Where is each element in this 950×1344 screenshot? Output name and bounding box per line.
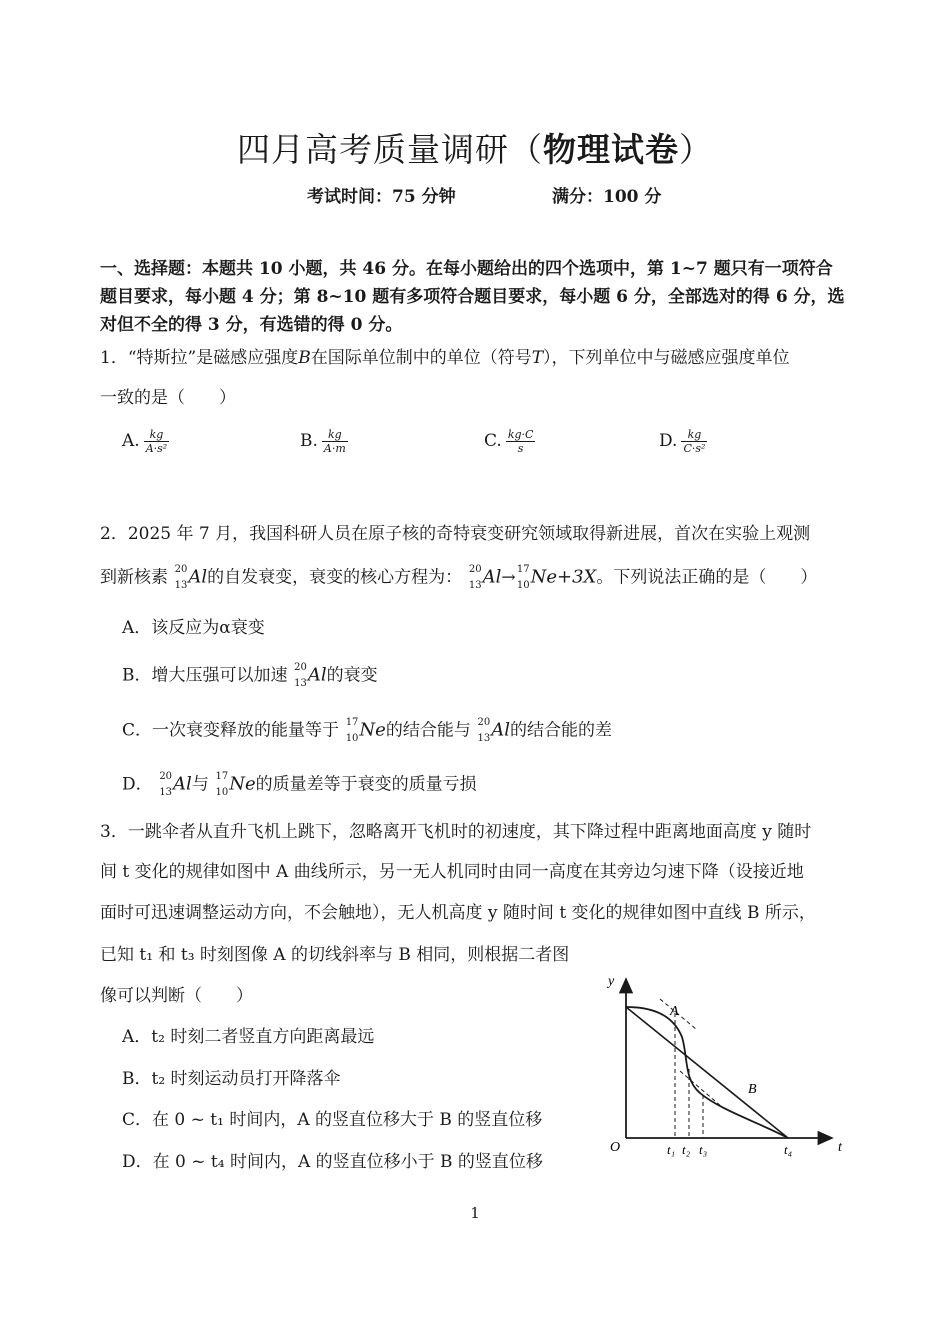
section1-line2: 题目要求，每小题 4 分；第 8~10 题有多项符合题目要求，每小题 6 分，全部选对的得 6 分，选 [100,287,845,307]
line-b-label: B [748,1082,757,1097]
q2-line1: 2．2025 年 7 月，我国科研人员在原子核的奇特衰变研究领域取得新进展，首次在实验上观测 [100,524,811,544]
exam-time: 考试时间：75 分钟 [307,187,456,207]
line-b [626,1007,788,1138]
q1-option-d: D. $\frac{kg}{\text{C·s²}}$ [659,428,706,455]
q3-option-b: B．t₂ 时刻运动员打开降落伞 [122,1069,341,1089]
t-axis-label: t [838,1140,842,1155]
exam-title: 四月高考质量调研（物理试卷） [237,130,713,169]
tangent-t3 [680,1071,722,1107]
t2-label: t₂ [682,1142,691,1157]
y-axis-label: y [608,974,615,989]
t4-label: t₄ [784,1142,793,1157]
q3-option-a: A．t₂ 时刻二者竖直方向距离最远 [122,1027,375,1047]
q2-option-d: D． 20 13 Al与 17 10 Ne的质量差等于衰变的质量亏损 [122,771,477,798]
q3-line3: 面时可迅速调整运动方向，不会触地），无人机高度 y 随时间 t 变化的规律如图中直线 B 所示， [100,903,816,923]
q3-line4: 已知 t₁ 和 t₃ 时刻图像 A 的切线斜率与 B 相同，则根据二者图 [100,945,570,965]
page-number: 1 [470,1204,480,1222]
q3-option-d: D．在 0 ~ t₄ 时间内，A 的竖直位移小于 B 的竖直位移 [122,1152,543,1172]
q1-option-b: B. $\frac{kg}{A\cdot m}$ [300,428,346,455]
t1-label: t₁ [667,1142,676,1157]
origin-label: O [610,1140,621,1155]
section1-line1: 一、选择题：本题共 10 小题，共 46 分。在每小题给出的四个选项中，第 1~7 题只有一项符合 [100,259,833,279]
q1-line1: 1．“特斯拉”是磁感应强度B在国际单位制中的单位（符号T），下列单位中与磁感应强度单位 [100,348,790,368]
q3-option-c: C．在 0 ~ t₁ 时间内，A 的竖直位移大于 B 的竖直位移 [122,1110,543,1130]
q3-line2: 间 t 变化的规律如图中 A 曲线所示，另一无人机同时由同一高度在其旁边匀速下降（设接近地 [100,862,804,882]
q2-line2: 到新核素 20 13 Al的自发衰变，衰变的核心方程为： 20 13 Al→ 17 10 Ne+3X。下列说法正确的是（ ） [100,564,818,591]
q1-option-a: A. $\frac{kg}{\text{A·s²}}$ [122,428,168,455]
q1-option-c: C. $\frac{kg\cdot C}{s}$ [484,428,534,455]
q1-line2: 一致的是（ ） [100,388,236,408]
q3-graph [600,965,850,1160]
q3-line1: 3．一跳伞者从直升飞机上跳下，忽略离开飞机时的初速度，其下降过程中距离地面高度 y 随时 [100,822,812,842]
q2-option-a: A．该反应为α衰变 [122,618,265,638]
q3-line5: 像可以判断（ ） [100,986,253,1006]
q2-option-b: B．增大压强可以加速 20 13 Al的衰变 [122,662,378,689]
curve-a-label: A [670,1004,679,1019]
q2-option-c: C．一次衰变释放的能量等于 17 10 Ne的结合能与 20 13 Al的结合能的差 [122,717,612,744]
section1-line3: 对但不全的得 3 分，有选错的得 0 分。 [100,315,403,335]
t3-label: t₃ [699,1142,708,1157]
exam-score: 满分：100 分 [552,187,662,207]
